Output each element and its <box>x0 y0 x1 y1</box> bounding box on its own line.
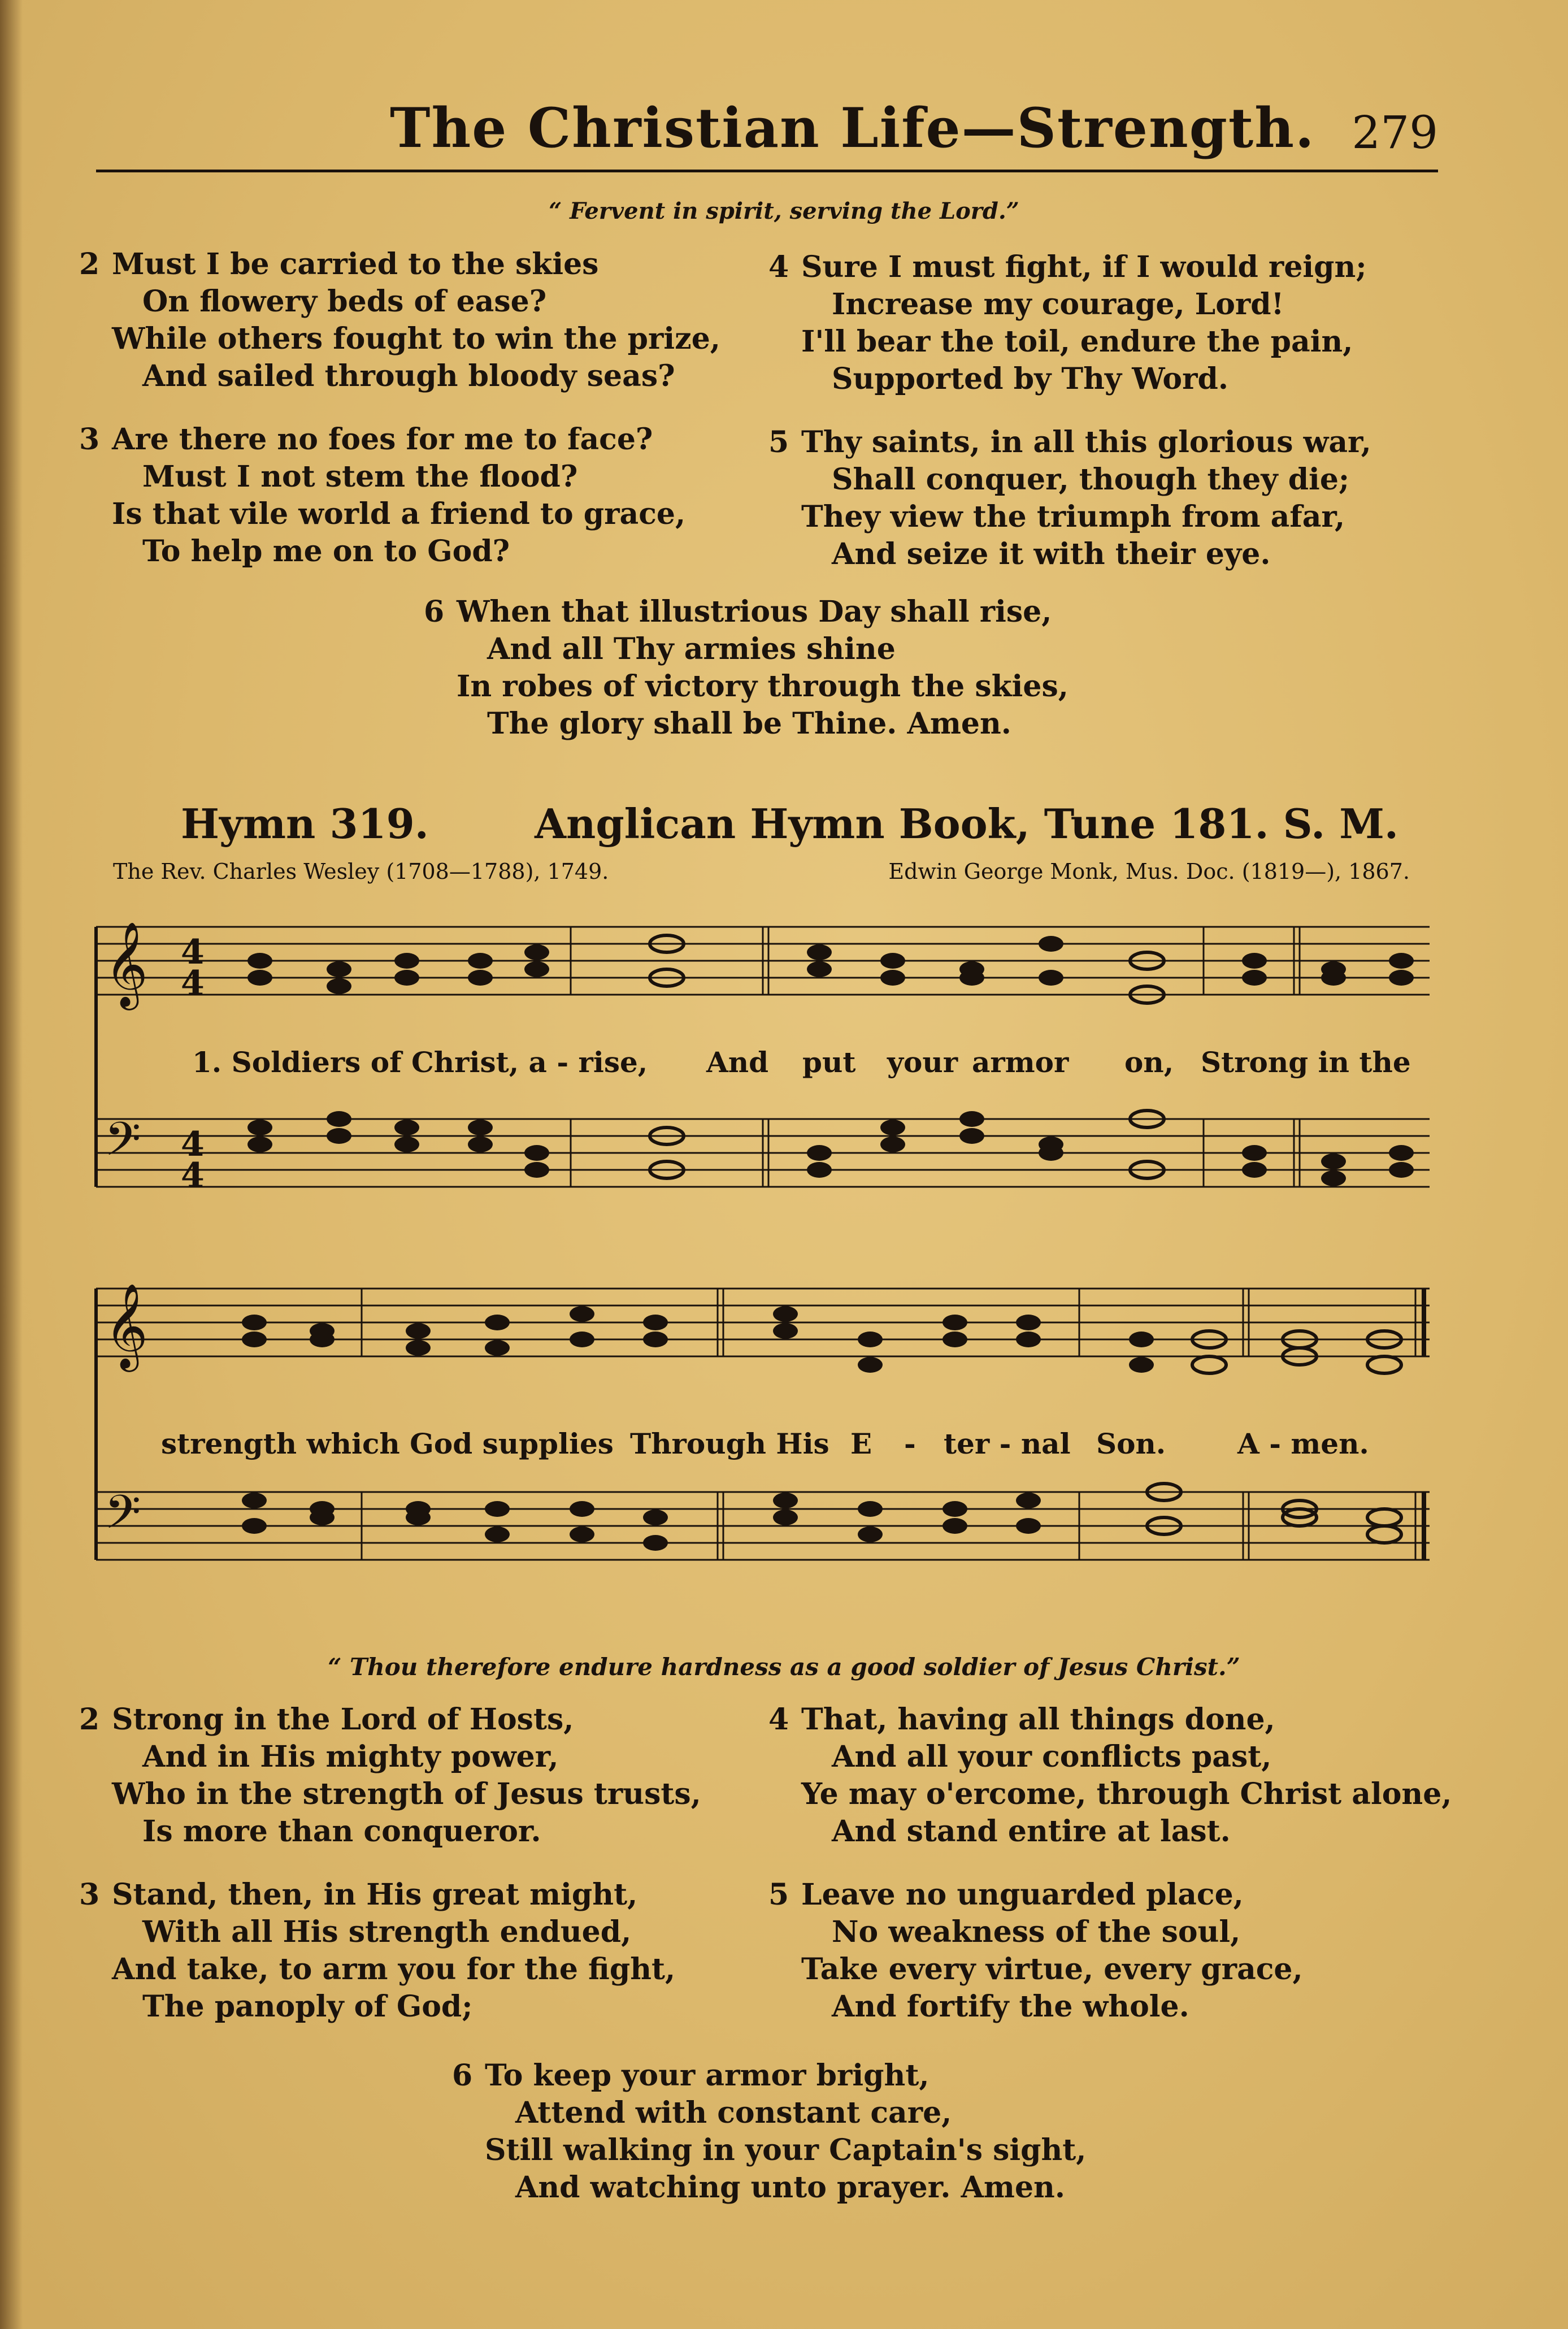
running-title: The Christian Life—Strength. <box>390 96 1315 160</box>
prev-verse-6 <box>424 593 1069 743</box>
svg-text:𝄢: 𝄢 <box>105 1112 141 1178</box>
hymn-number: Hymn 319. <box>181 800 429 848</box>
music-system-1 <box>90 904 1430 1221</box>
verse-number: 4 <box>768 1702 789 1737</box>
lyric-syllable: put <box>802 1046 856 1079</box>
verse-number: 4 <box>768 250 789 284</box>
verse-number: 3 <box>79 1877 100 1912</box>
verse-line: The panoply of God; <box>142 1989 473 2024</box>
verse-line: That, having all things done, <box>801 1702 1275 1737</box>
verse-line: The glory shall be Thine. Amen. <box>487 706 1011 741</box>
svg-text:𝄞: 𝄞 <box>105 921 148 1007</box>
lyric-syllable: on, <box>1124 1046 1174 1079</box>
lyric-syllable: ter - nal <box>944 1427 1071 1460</box>
verse-line: While others fought to win the prize, <box>112 322 720 356</box>
page-number: 279 <box>1352 106 1438 159</box>
verse-line: Ye may o'ercome, through Christ alone, <box>801 1777 1452 1811</box>
verse-line: Leave no unguarded place, <box>801 1877 1244 1912</box>
lyric-syllable: your <box>887 1046 958 1079</box>
verse-line: To help me on to God? <box>142 534 510 569</box>
verse-number: 3 <box>79 422 100 457</box>
verse-line: Supported by Thy Word. <box>832 362 1228 396</box>
hymn-verse-2 <box>79 1701 701 1850</box>
verse-line: And stand entire at last. <box>832 1814 1231 1849</box>
verse-line: Increase my courage, Lord! <box>832 287 1284 322</box>
lyric-syllable: E <box>850 1427 872 1460</box>
verse-line: And in His mighty power, <box>142 1740 559 1774</box>
verse-line: Stand, then, in His great might, <box>112 1877 638 1912</box>
verse-line: And take, to arm you for the fight, <box>112 1952 676 1987</box>
verse-line: Attend with constant care, <box>515 2096 952 2130</box>
verse-line: Is that vile world a friend to grace, <box>112 497 686 531</box>
verse-number: 6 <box>424 595 445 629</box>
verse-number: 5 <box>768 1877 789 1912</box>
verse-line: They view the triumph from afar, <box>801 500 1345 534</box>
verse-line: And all Thy armies shine <box>487 632 896 666</box>
prev-verse-4 <box>768 249 1367 398</box>
hymn-verse-6 <box>452 2057 1086 2206</box>
svg-text:4: 4 <box>181 964 205 1003</box>
lyric-syllable: 1. Soldiers of Christ, a - rise, <box>192 1046 648 1079</box>
svg-text:𝄢: 𝄢 <box>105 1485 141 1551</box>
verse-line: Thy saints, in all this glorious war, <box>801 425 1371 459</box>
verse-number: 6 <box>452 2058 473 2093</box>
verse-line: With all His strength endued, <box>142 1915 632 1949</box>
verse-line: Take every virtue, every grace, <box>801 1952 1303 1987</box>
lyric-syllable: Through His <box>630 1427 829 1460</box>
verse-line: On flowery beds of ease? <box>142 284 547 319</box>
lyric-syllable: And <box>706 1046 769 1079</box>
verse-number: 2 <box>79 1702 100 1737</box>
verse-line: Must I be carried to the skies <box>112 247 599 281</box>
hymn-composer: Edwin George Monk, Mus. Doc. (1819—), 1867. <box>888 859 1410 884</box>
hymn-epigraph: “ Thou therefore endure hardness as a good soldier of Jesus Christ.” <box>328 1653 1240 1681</box>
verse-line: And seize it with their eye. <box>832 537 1271 571</box>
hymn-verse-4 <box>768 1701 1452 1850</box>
prev-verse-5 <box>768 424 1371 573</box>
svg-text:𝄞: 𝄞 <box>105 1282 148 1368</box>
hymn-tune: Anglican Hymn Book, Tune 181. S. M. <box>535 800 1398 848</box>
verse-number: 2 <box>79 247 100 281</box>
verse-line: And sailed through bloody seas? <box>142 359 675 393</box>
verse-line: And all your conflicts past, <box>832 1740 1272 1774</box>
lyric-syllable: - <box>904 1427 916 1460</box>
music-system-2 <box>90 1266 1430 1605</box>
verse-line: Is more than conqueror. <box>142 1814 541 1849</box>
svg-text:4: 4 <box>181 1156 205 1195</box>
verse-line: Shall conquer, though they die; <box>832 462 1350 497</box>
verse-line: Must I not stem the flood? <box>142 459 578 494</box>
lyric-syllable: strength which God supplies <box>161 1427 614 1460</box>
verse-line: I'll bear the toil, endure the pain, <box>801 324 1353 359</box>
verse-line: Are there no foes for me to face? <box>112 422 653 457</box>
verse-line: Still walking in your Captain's sight, <box>485 2133 1087 2167</box>
prev-hymn-epigraph: “ Fervent in spirit, serving the Lord.” <box>549 198 1019 224</box>
verse-line: And fortify the whole. <box>832 1989 1189 2024</box>
verse-line: In robes of victory through the skies, <box>457 669 1069 704</box>
hymn-verse-3 <box>79 1876 675 2026</box>
verse-line: Strong in the Lord of Hosts, <box>112 1702 574 1737</box>
verse-line: And watching unto prayer. Amen. <box>515 2170 1065 2205</box>
svg-text:4: 4 <box>181 933 205 972</box>
hymn-heading <box>181 800 1398 851</box>
lyric-syllable: A - men. <box>1237 1427 1369 1460</box>
verse-line: No weakness of the soul, <box>832 1915 1241 1949</box>
verse-line: Sure I must fight, if I would reign; <box>801 250 1367 284</box>
hymn-author: The Rev. Charles Wesley (1708—1788), 1749. <box>113 859 609 884</box>
lyric-syllable: Son. <box>1096 1427 1166 1460</box>
verse-line: To keep your armor bright, <box>485 2058 929 2093</box>
lyric-syllable: Strong in the <box>1201 1046 1411 1079</box>
page-header <box>96 96 1438 170</box>
svg-text:4: 4 <box>181 1125 205 1164</box>
prev-verse-2 <box>79 246 720 395</box>
verse-line: When that illustrious Day shall rise, <box>457 595 1052 629</box>
lyric-syllable: armor <box>972 1046 1069 1079</box>
header-rule <box>96 170 1438 172</box>
prev-verse-3 <box>79 421 685 570</box>
verse-number: 5 <box>768 425 789 459</box>
hymn-verse-5 <box>768 1876 1303 2026</box>
verse-line: Who in the strength of Jesus trusts, <box>112 1777 701 1811</box>
